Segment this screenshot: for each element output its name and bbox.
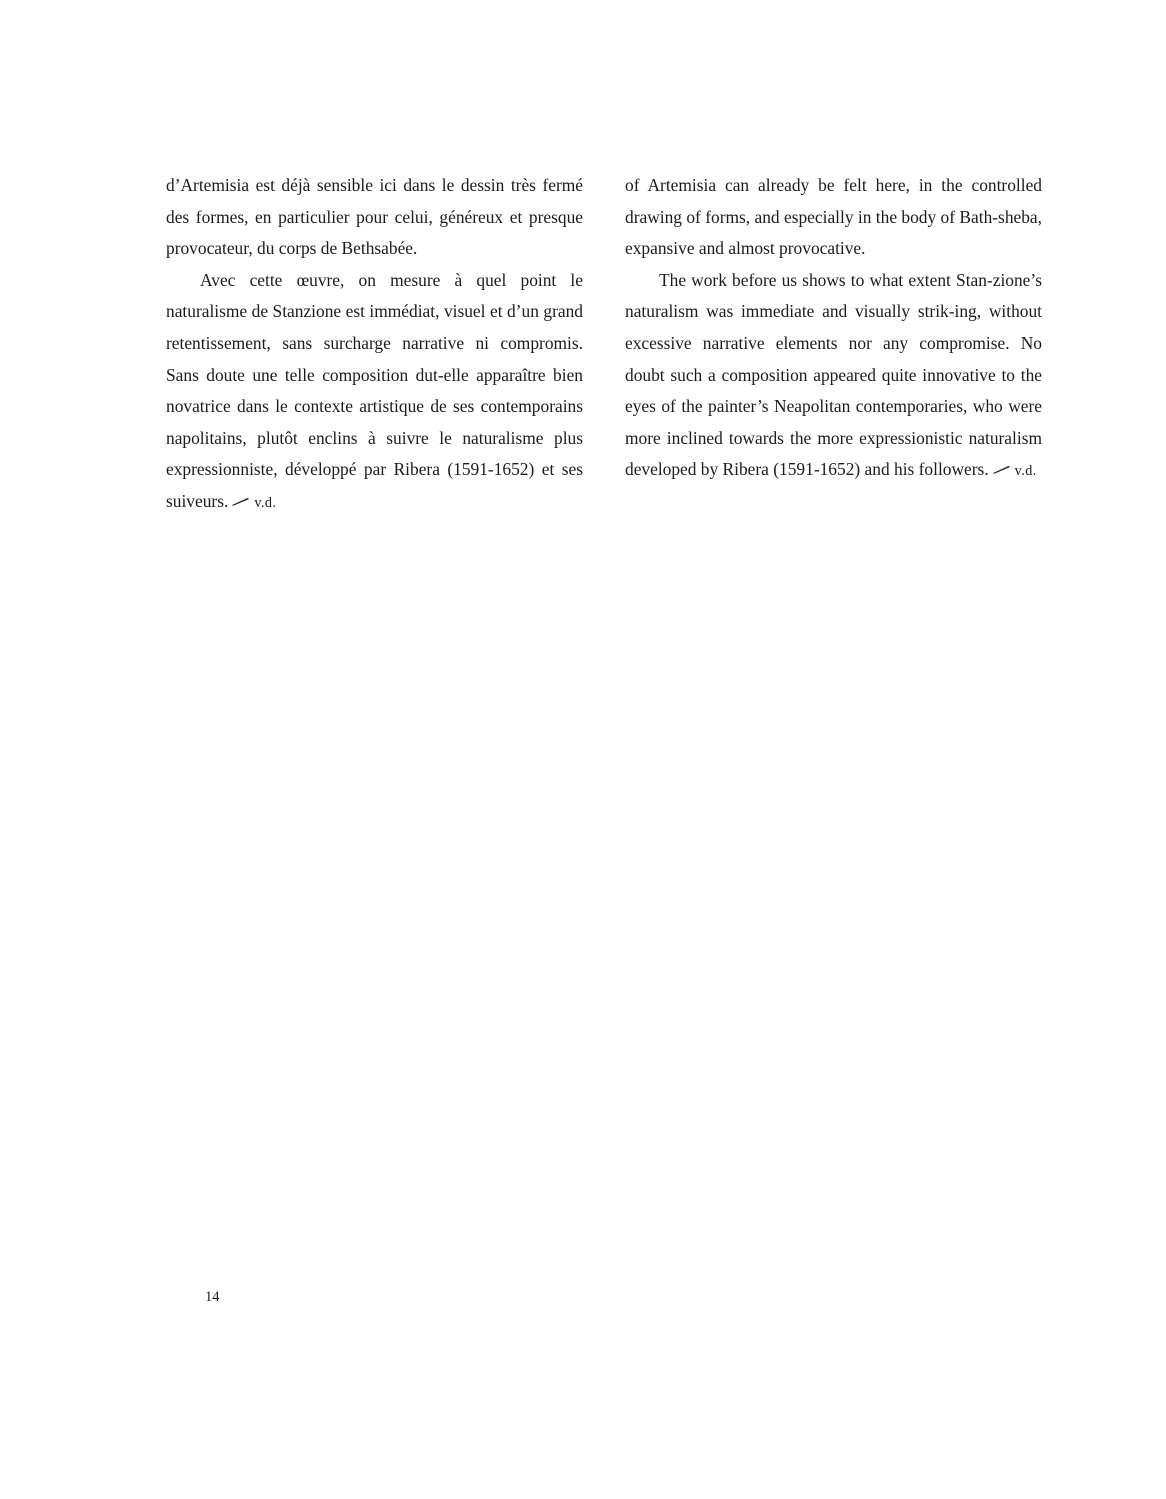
two-column-text-body bbox=[166, 170, 1042, 520]
paragraph-text-french: Avec cette œuvre, on mesure à quel point le naturalisme de Stanzione est immédiat, visuel et d’un grand retentissement, sans surcharge narrative ni compromis. Sans doute une telle composition dut-elle apparaître bien novatrice dans le contexte artistique de ses contemporains napolitains, plutôt enclins à suivre le naturalisme plus expressionniste, développé par Ribera (1591-1652) et ses suiveurs. bbox=[166, 269, 583, 511]
left-column-french bbox=[166, 170, 583, 520]
page-number: 14 bbox=[205, 1289, 220, 1305]
paragraph-continuation-english: of Artemisia can already be felt here, in the controlled drawing of forms, and especially in the body of Bath-sheba, expansive and almost provocative. bbox=[625, 175, 1042, 259]
filled-triangle-endmark-icon bbox=[231, 497, 249, 506]
paragraph-body-english bbox=[625, 265, 1042, 488]
paragraph-text-english: The work before us shows to what extent Stan-zione’s naturalism was immediate and visually strik-ing, without excessive narrative elements nor any compromise. No doubt such a composition appeared quite innovative to the eyes of the painter’s Neapolitan contemporaries, who were more inclined towards the more expressionistic naturalism developed by Ribera (1591-1652) and his followers. bbox=[625, 269, 1042, 480]
paragraph-continuation-french: d’Artemisia est déjà sensible ici dans le dessin très fermé des formes, en particulier pour celui, généreux et presque provocateur, du corps de Bethsabée. bbox=[166, 175, 583, 259]
author-initials-english: v.d. bbox=[1014, 463, 1037, 480]
filled-triangle-endmark-icon bbox=[992, 465, 1010, 474]
paragraph-body-french bbox=[166, 265, 583, 520]
author-initials-french: v.d. bbox=[254, 494, 277, 511]
right-column-english bbox=[625, 170, 1042, 520]
